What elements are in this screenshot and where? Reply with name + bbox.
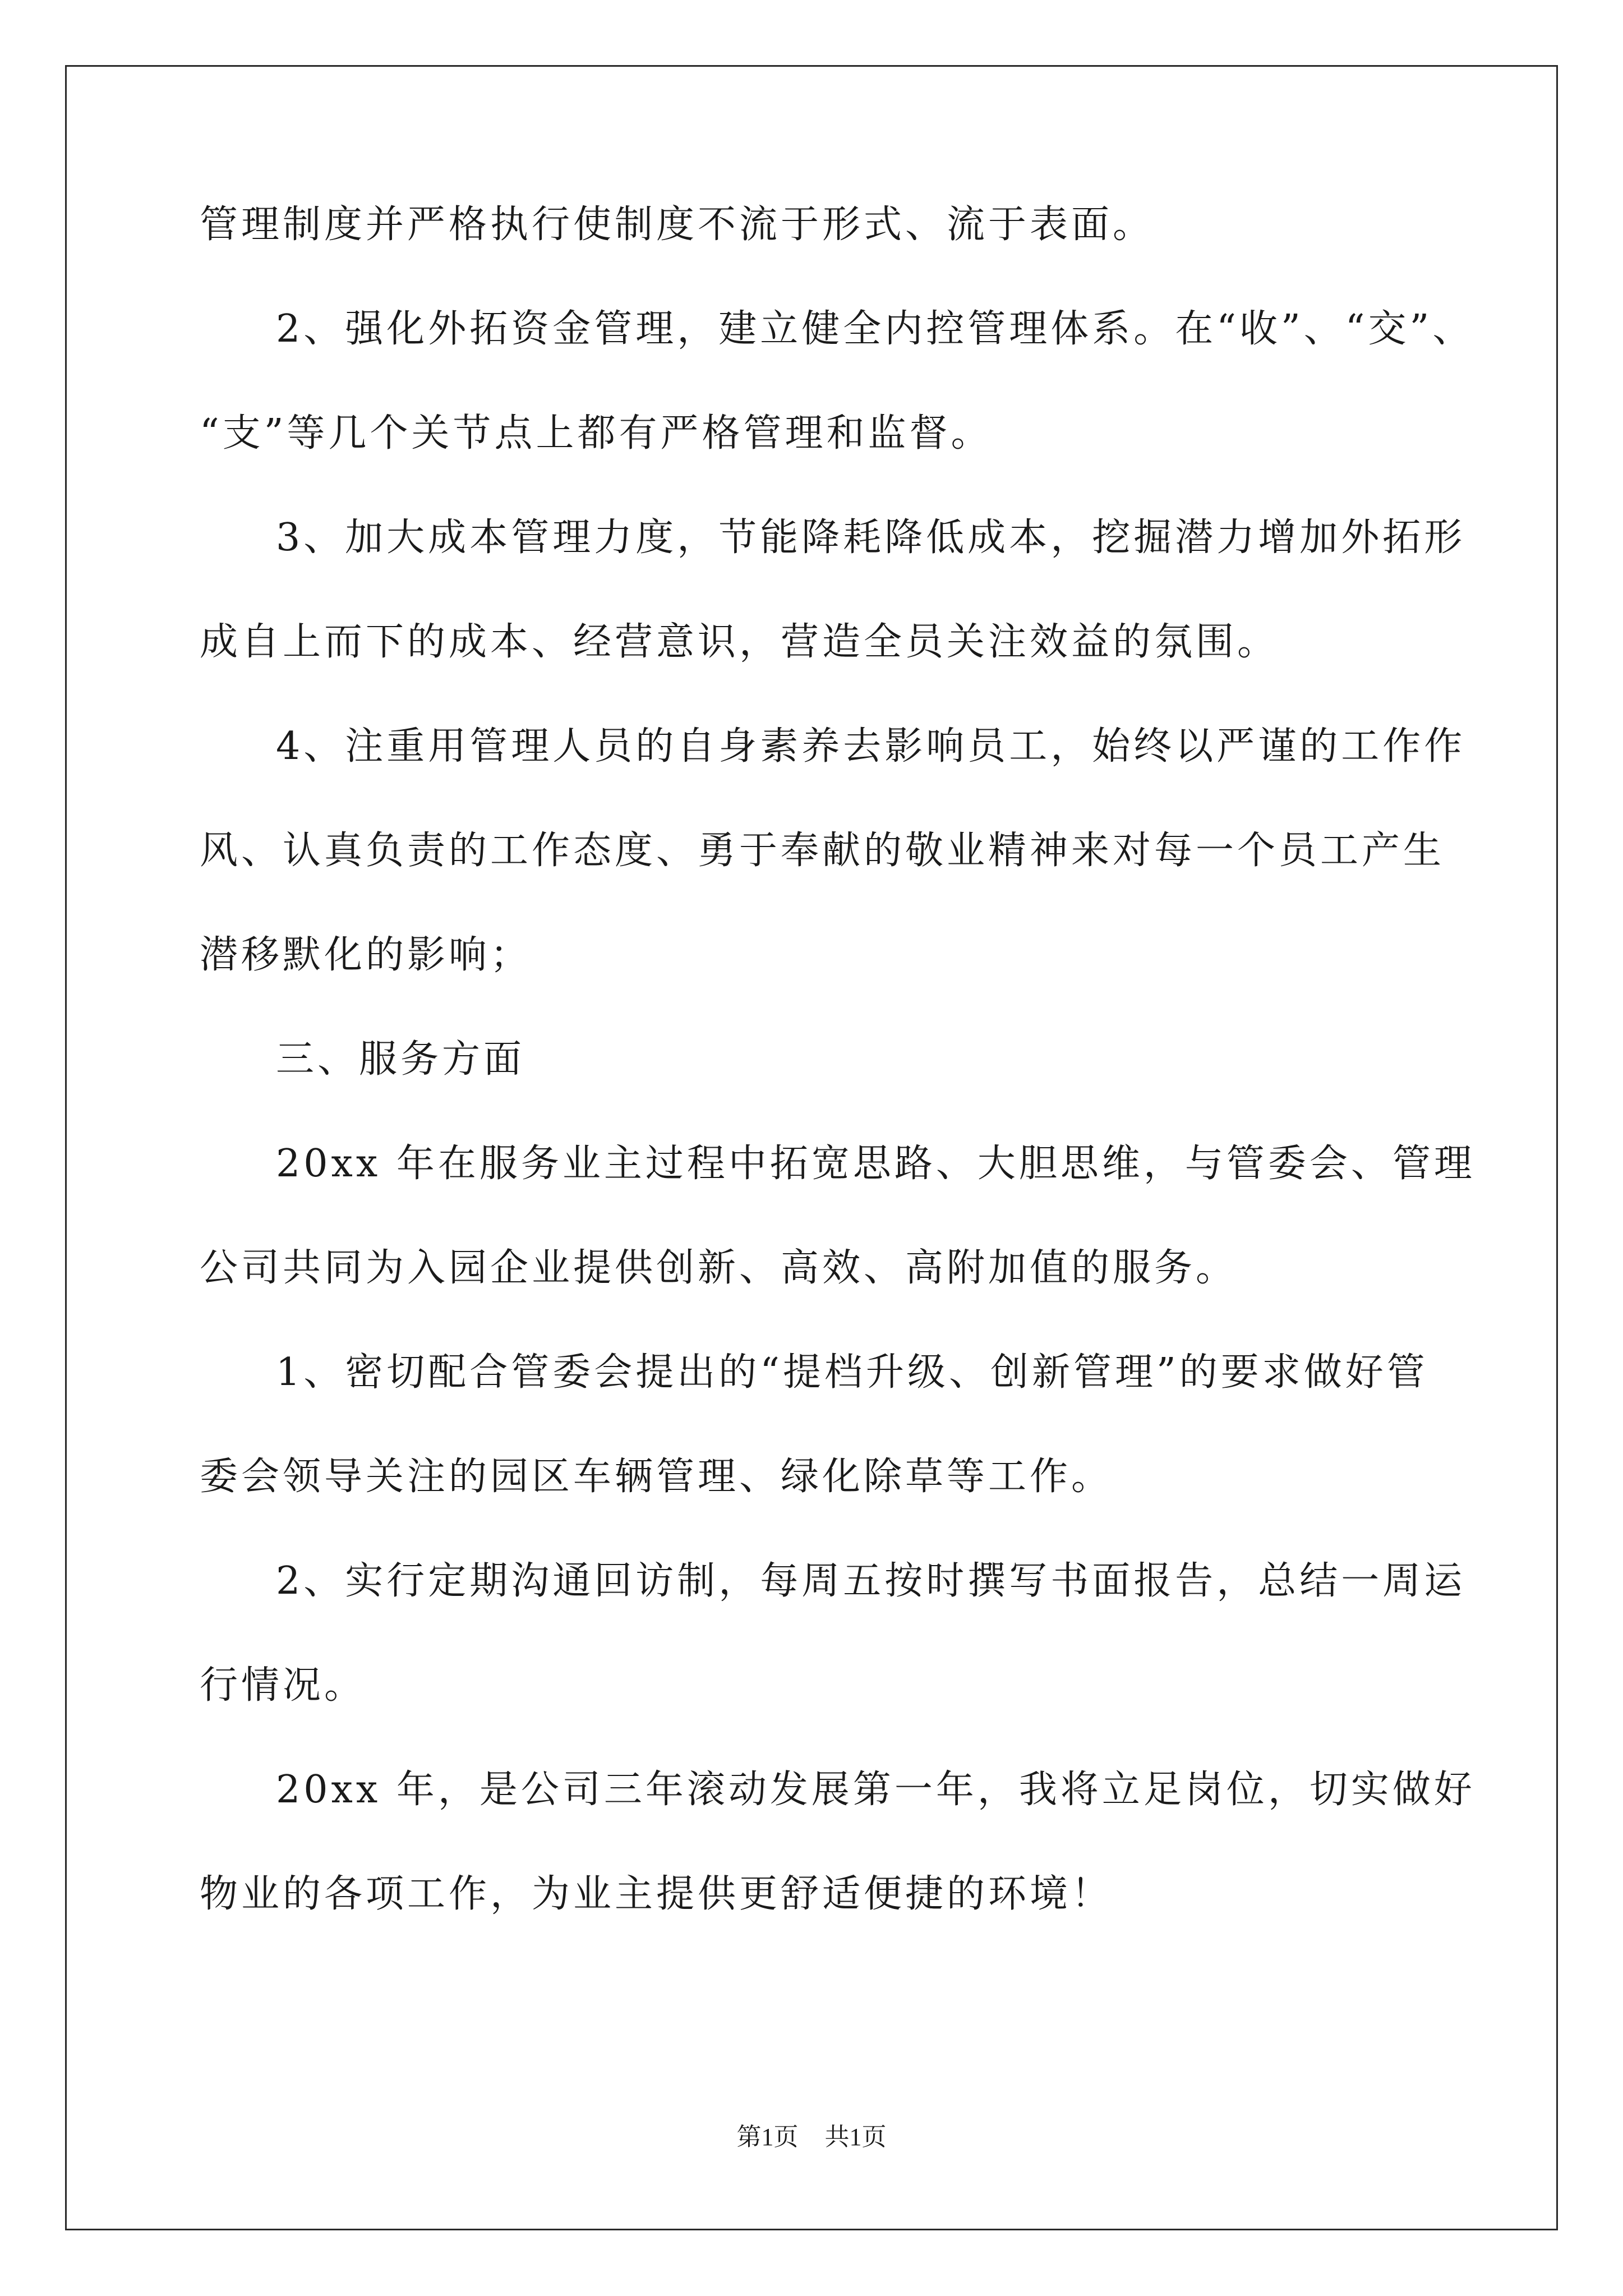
body-line: 3、加大成本管理力度，节能降耗降低成本，挖掘潜力增加外拓形 bbox=[276, 516, 1466, 560]
body-line: 委会领导关注的园区车辆管理、绿化除草等工作。 bbox=[200, 1455, 1113, 1499]
body-line: 4、注重用管理人员的自身素养去影响员工，始终以严谨的工作作 bbox=[276, 724, 1466, 769]
page-footer bbox=[0, 2120, 1623, 2154]
body-line: 2、强化外拓资金管理，建立健全内控管理体系。在“收”、“交”、 bbox=[276, 307, 1474, 351]
body-line: 潜移默化的影响； bbox=[200, 933, 532, 977]
body-line: “支”等几个关节点上都有严格管理和监督。 bbox=[200, 411, 993, 455]
body-line: 物业的各项工作，为业主提供更舒适便捷的环境！ bbox=[200, 1872, 1113, 1916]
body-line: 20xx 年在服务业主过程中拓宽思路、大胆思维，与管委会、管理 bbox=[276, 1142, 1476, 1186]
body-line: 20xx 年，是公司三年滚动发展第一年，我将立足岗位，切实做好 bbox=[276, 1768, 1476, 1812]
page-total: 共1页 bbox=[824, 2123, 887, 2151]
document-body bbox=[200, 199, 1476, 1920]
body-line: 2、实行定期沟通回访制，每周五按时撰写书面报告，总结一周运 bbox=[276, 1559, 1466, 1603]
body-line: 公司共同为入园企业提供创新、高效、高附加值的服务。 bbox=[200, 1246, 1238, 1290]
body-line: 1、密切配合管委会提出的“提档升级、创新管理”的要求做好管 bbox=[276, 1350, 1428, 1395]
page-number: 第1页 bbox=[736, 2123, 799, 2151]
body-line: 风、认真负责的工作态度、勇于奉献的敬业精神来对每一个员工产生 bbox=[200, 829, 1445, 873]
body-line: 成自上而下的成本、经营意识，营造全员关注效益的氛围。 bbox=[200, 620, 1279, 664]
section-heading: 三、服务方面 bbox=[276, 1037, 525, 1082]
body-line: 管理制度并严格执行使制度不流于形式、流于表面。 bbox=[200, 203, 1155, 247]
body-line: 行情况。 bbox=[200, 1663, 366, 1708]
